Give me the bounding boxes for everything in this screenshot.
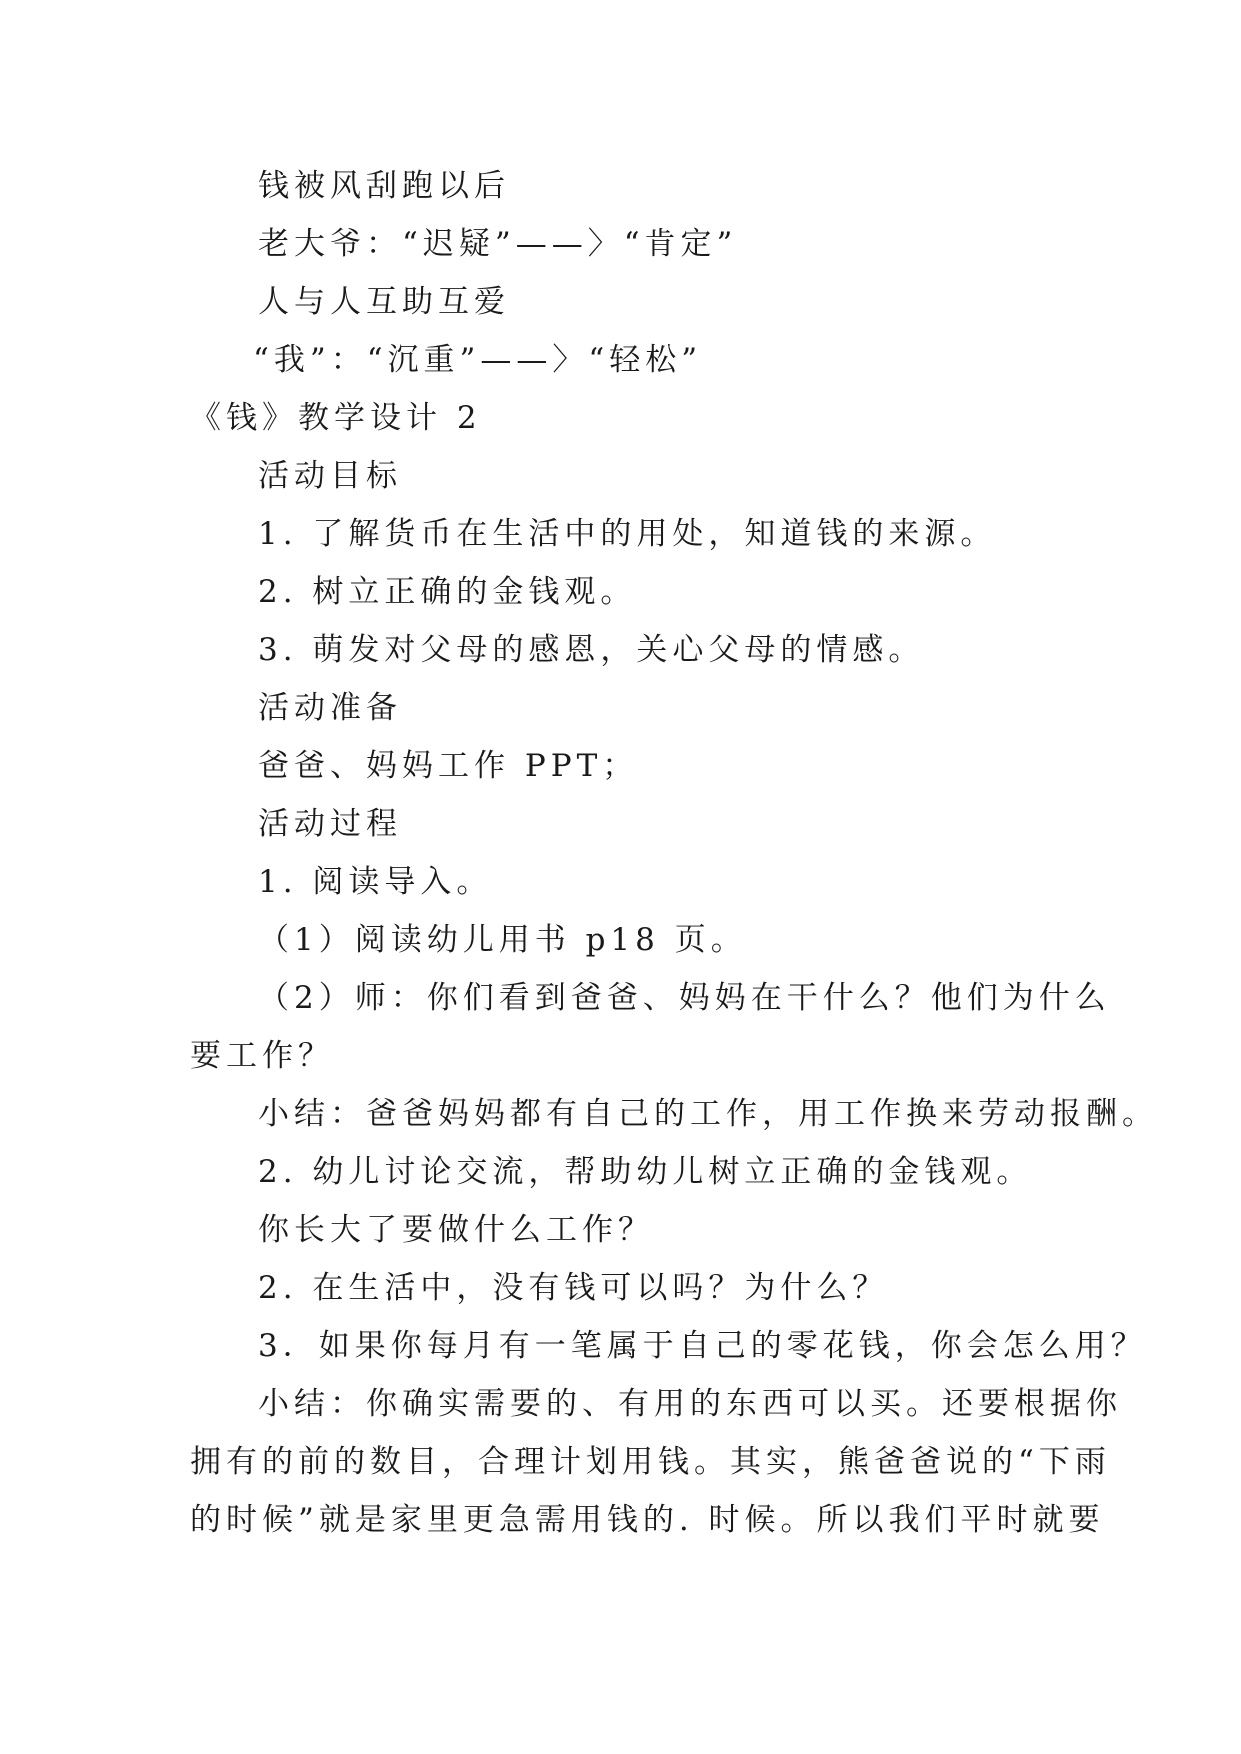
text-line: 小结：你确实需要的、有用的东西可以买。还要根据你 bbox=[258, 1386, 1122, 1422]
text-line: 要工作？ bbox=[190, 1038, 334, 1074]
text-line: 老大爷：“迟疑”——〉“肯定” bbox=[258, 226, 738, 262]
text-line: 小结：爸爸妈妈都有自己的工作，用工作换来劳动报酬。 bbox=[258, 1096, 1158, 1132]
text-line: （1）阅读幼儿用书 p18 页。 bbox=[258, 922, 747, 958]
text-line: 你长大了要做什么工作？ bbox=[258, 1212, 654, 1248]
text-line: 人与人互助互爱 bbox=[258, 284, 510, 320]
text-line: 1. 阅读导入。 bbox=[258, 864, 493, 900]
subheading: 活动过程 bbox=[258, 806, 402, 842]
text-line: 钱被风刮跑以后 bbox=[258, 168, 510, 204]
text-line: 2. 在生活中，没有钱可以吗？为什么？ bbox=[258, 1270, 889, 1306]
text-line: 2. 幼儿讨论交流，帮助幼儿树立正确的金钱观。 bbox=[258, 1154, 1033, 1190]
section-heading: 《钱》教学设计 2 bbox=[190, 400, 482, 436]
subheading: 活动准备 bbox=[258, 690, 402, 726]
text-line: 3．如果你每月有一笔属于自己的零花钱，你会怎么用？ bbox=[258, 1328, 1147, 1364]
text-line: 拥有的前的数目，合理计划用钱。其实，熊爸爸说的“下雨 bbox=[190, 1444, 1111, 1480]
text-line: （2）师：你们看到爸爸、妈妈在干什么？他们为什么 bbox=[258, 980, 1111, 1016]
text-line: “我”：“沉重”——〉“轻松” bbox=[253, 342, 703, 378]
text-line: 3. 萌发对父母的感恩，关心父母的情感。 bbox=[258, 632, 925, 668]
text-line: 的时候”就是家里更急需用钱的. 时候。所以我们平时就要 bbox=[190, 1502, 1105, 1538]
subheading: 活动目标 bbox=[258, 458, 402, 494]
text-line: 2. 树立正确的金钱观。 bbox=[258, 574, 637, 610]
text-line: 爸爸、妈妈工作 PPT； bbox=[258, 748, 639, 784]
text-line: 1. 了解货币在生活中的用处，知道钱的来源。 bbox=[258, 516, 997, 552]
